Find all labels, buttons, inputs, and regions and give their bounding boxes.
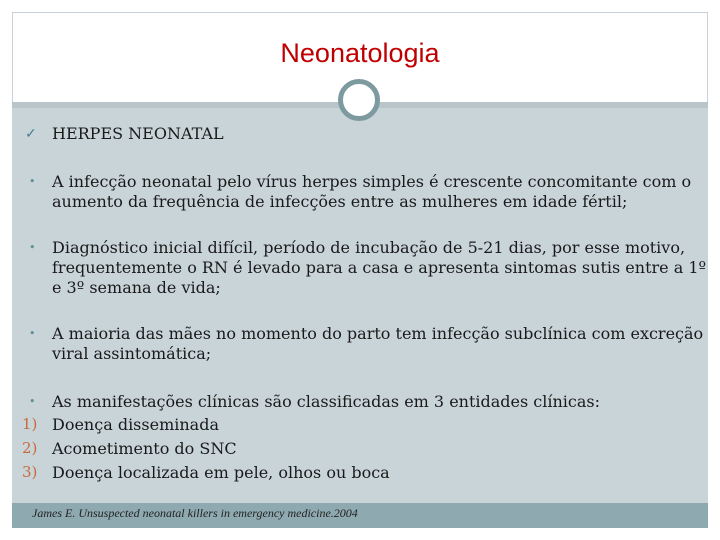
bullet-icon: • (29, 175, 36, 188)
bullet-2-line-1: Diagnóstico inicial difícil, período de incubação de 5-21 dias, por esse motivo, (52, 238, 686, 257)
bullet-3-line-1: A maioria das mães no momento do parto tem infecção subclínica com excreção (52, 324, 704, 343)
checkmark-icon: ✓ (25, 126, 37, 142)
bullet-1-line-1: A infecção neonatal pelo vírus herpes simples é crescente concomitante com o (52, 172, 692, 191)
bullet-icon: • (29, 241, 36, 254)
bullet-2-line-3: e 3º semana de vida; (52, 278, 221, 297)
list-number: 2) (22, 439, 38, 457)
bullet-icon: • (29, 395, 36, 408)
bullet-2-line-2: frequentemente o RN é levado para a casa e apresenta sintomas sutis entre a 1º (52, 258, 707, 277)
list-number: 3) (22, 463, 38, 481)
bullet-4-line-1: As manifestações clínicas são classificadas em 3 entidades clínicas: (52, 392, 601, 411)
bullet-3-line-2: viral assintomática; (52, 344, 212, 363)
list-item: Acometimento do SNC (52, 439, 237, 458)
list-item: Doença disseminada (52, 415, 219, 434)
citation: James E. Unsuspected neonatal killers in emergency medicine.2004 (32, 506, 358, 520)
bullet-icon: • (29, 327, 36, 340)
slide-title: Neonatologia (280, 38, 440, 68)
bullet-1-line-2: aumento da frequência de infecções entre as mulheres em idade fértil; (52, 192, 628, 211)
list-number: 1) (22, 415, 38, 433)
list-item: Doença localizada em pele, olhos ou boca (52, 463, 390, 482)
circle-ornament-icon (338, 79, 380, 121)
section-heading: HERPES NEONATAL (52, 124, 224, 143)
